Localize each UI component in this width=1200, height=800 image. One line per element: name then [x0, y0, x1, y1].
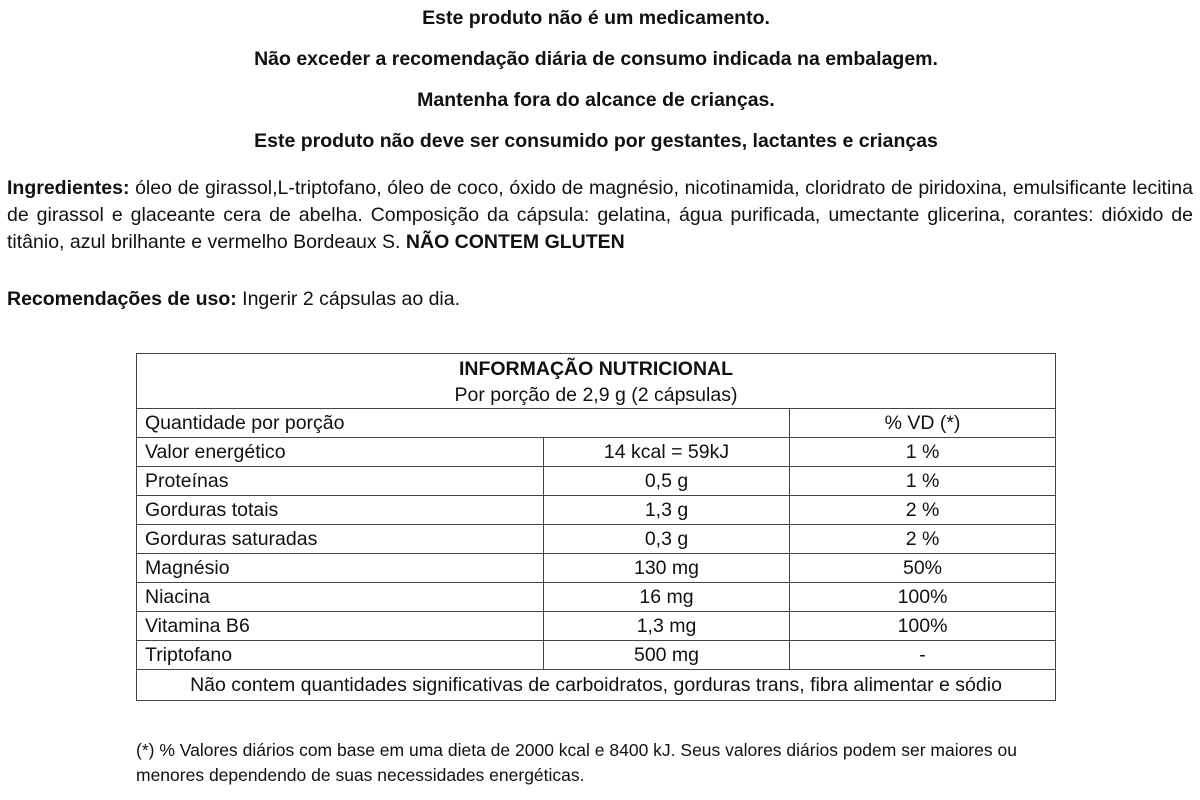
- nutrient-quantity: 500 mg: [544, 641, 790, 670]
- nutrition-footer: Não contem quantidades significativas de carboidratos, gorduras trans, fibra alimentar e sódio: [137, 670, 1056, 701]
- nutrient-row: [137, 583, 1056, 612]
- usage-paragraph: [7, 286, 460, 313]
- nutrient-quantity: 0,5 g: [544, 467, 790, 496]
- nutrient-row: [137, 612, 1056, 641]
- nutrient-vd: 1 %: [790, 438, 1056, 467]
- gluten-notice: NÃO CONTEM GLUTEN: [405, 231, 625, 253]
- nutrient-quantity: 1,3 mg: [544, 612, 790, 641]
- nutrition-columns-row: [137, 409, 1056, 438]
- serving-size: Por porção de 2,9 g (2 cápsulas): [454, 384, 738, 406]
- vd-footnote: (*) % Valores diários com base em uma dieta de 2000 kcal e 8400 kJ. Seus valores diários podem ser maiores ou menores dependendo de suas necessidades energéticas.: [136, 740, 1017, 785]
- col-vd-header: % VD (*): [790, 409, 1056, 438]
- ingredients-paragraph: [7, 175, 1193, 256]
- col-quantity-header: Quantidade por porção: [137, 409, 790, 438]
- nutrient-quantity: 14 kcal = 59kJ: [544, 438, 790, 467]
- nutrient-row: [137, 438, 1056, 467]
- nutrient-quantity: 130 mg: [544, 554, 790, 583]
- nutrient-vd: 2 %: [790, 496, 1056, 525]
- nutrition-footer-row: [137, 670, 1056, 701]
- nutrient-name: Gorduras saturadas: [137, 525, 544, 554]
- nutrient-vd: 100%: [790, 612, 1056, 641]
- nutrient-vd: 2 %: [790, 525, 1056, 554]
- warning-not-medicine: Este produto não é um medicamento.: [422, 7, 770, 29]
- nutrient-name: Vitamina B6: [137, 612, 544, 641]
- nutrient-row: [137, 554, 1056, 583]
- nutrient-vd: 100%: [790, 583, 1056, 612]
- usage-label: Recomendações de uso:: [7, 288, 237, 310]
- nutrient-row: [137, 525, 1056, 554]
- nutrient-row: [137, 496, 1056, 525]
- nutrient-quantity: 16 mg: [544, 583, 790, 612]
- nutrient-vd: -: [790, 641, 1056, 670]
- nutrient-quantity: 1,3 g: [544, 496, 790, 525]
- warning-daily-limit: Não exceder a recomendação diária de consumo indicada na embalagem.: [254, 48, 938, 70]
- nutrient-name: Niacina: [137, 583, 544, 612]
- nutrient-name: Magnésio: [137, 554, 544, 583]
- nutrient-name: Triptofano: [137, 641, 544, 670]
- nutrient-row: [137, 641, 1056, 670]
- nutrient-vd: 50%: [790, 554, 1056, 583]
- nutrition-title: INFORMAÇÃO NUTRICIONAL: [458, 358, 734, 380]
- warning-keep-from-children: Mantenha fora do alcance de crianças.: [417, 89, 775, 111]
- warnings-block: [0, 4, 1192, 168]
- nutrient-name: Valor energético: [137, 438, 544, 467]
- ingredients-label: Ingredientes:: [7, 177, 130, 199]
- usage-text: Ingerir 2 cápsulas ao dia.: [236, 288, 461, 310]
- nutrient-name: Proteínas: [137, 467, 544, 496]
- ingredients-text: óleo de girassol,L-triptofano, óleo de coco, óxido de magnésio, nicotinamida, cloridrato de piridoxina, emulsificante lecitina de girassol e glaceante cera de abelha. Composição da cápsula: gelatina, água purificada, umectante glicerina, corantes: dióxido de titânio, azul brilhante e vermelho Bordeaux S.: [7, 177, 1193, 253]
- nutrient-vd: 1 %: [790, 467, 1056, 496]
- nutrient-row: [137, 467, 1056, 496]
- nutrition-header: [137, 354, 1056, 409]
- nutrient-quantity: 0,3 g: [544, 525, 790, 554]
- warning-pregnant: Este produto não deve ser consumido por gestantes, lactantes e crianças: [254, 130, 938, 152]
- nutrient-name: Gorduras totais: [137, 496, 544, 525]
- nutrition-table: [136, 353, 1056, 701]
- nutrition-header-row: [137, 354, 1056, 409]
